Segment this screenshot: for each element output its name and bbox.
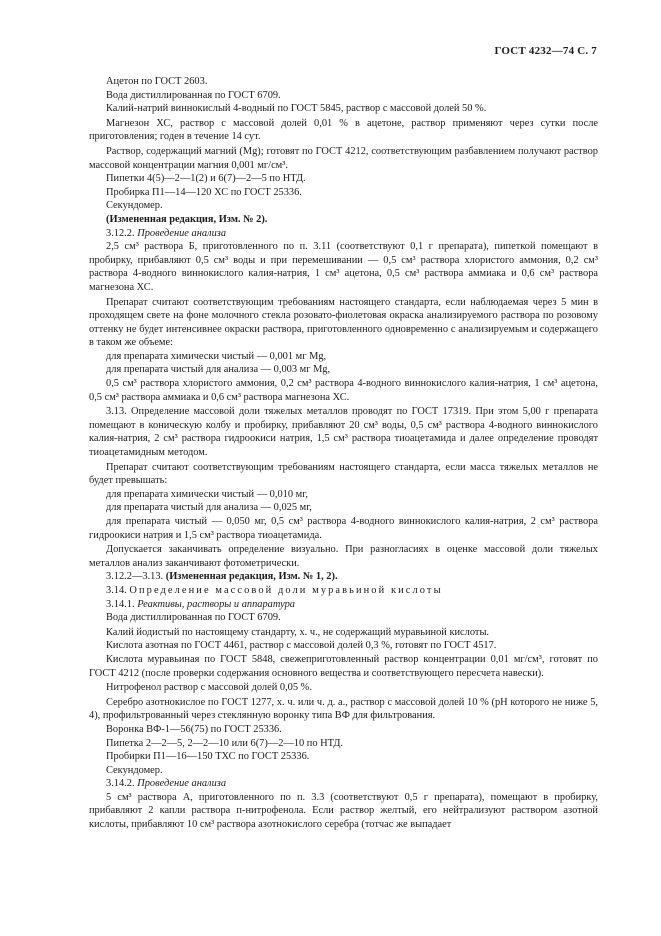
page-header: ГОСТ 4232—74 С. 7	[494, 45, 597, 57]
revision-note: (Измененная редакция, Изм. № 2).	[106, 213, 268, 225]
apparatus-line: Секундомер.	[106, 764, 163, 776]
section-number: 3.12.2.	[106, 227, 135, 239]
reagent-line: Ацетон по ГОСТ 2603.	[106, 76, 208, 87]
section-title: Определение массовой доли муравьиной кислоты	[129, 584, 443, 596]
section-number: 3.12.2—3.13.	[106, 571, 164, 583]
apparatus-line: Пробирки П1—16—150 ТХС по ГОСТ 25336.	[106, 751, 310, 763]
paragraph: 0,5 см³ раствора хлористого аммония, 0,2 см³ раствора 4-водного виннокислого калия-натрия, 1 см³ ацетона, 0,5 см³ раствора аммиака и 0,6 см³ раствора магнезона ХС.	[89, 378, 598, 403]
reagent-line: Калий йодистый по настоящему стандарту, х. ч., не содержащий муравьиной кислоты.	[106, 626, 490, 638]
list-item: для препарата чистый для анализа — 0,025 мг,	[106, 502, 312, 514]
revision-text: (Измененная редакция, Изм. № 1, 2).	[165, 571, 338, 583]
paragraph: 2,5 см³ раствора Б, приготовленного по п. 3.11 (соответствуют 0,1 г препарата), пипеткой помещают в пробирку, прибавляют 0,5 см³ воды и при перемешивании — 0,5 см³ раствора хлористого аммония, 0,2 см³ раствора 4-водного виннокислого калия-натрия, 1 см³ ацетона, 0,5 см³ раствора аммиака и 0,6 см³ раствора магнезона ХС.	[89, 241, 598, 293]
section-number: 3.14.2.	[106, 778, 135, 790]
list-item: для препарата чистый для анализа — 0,003 мг Mg,	[106, 364, 331, 376]
reagent-line: Вода дистиллированная по ГОСТ 6709.	[106, 89, 281, 101]
reagent-line: Вода дистиллированная по ГОСТ 6709.	[106, 612, 281, 624]
apparatus-line: Пробирка П1—14—120 ХС по ГОСТ 25336.	[106, 186, 302, 198]
section-number: 3.14.	[106, 584, 127, 596]
reagent-line: Магнезон ХС, раствор с массовой долей 0,01 % в ацетоне, раствор применяют через сутки после приготовления; годен в течение 14 сут.	[89, 117, 598, 143]
list-item: для препарата химически чистый — 0,001 мг Mg,	[106, 350, 327, 362]
section-number: 3.14.1.	[106, 598, 135, 610]
apparatus-line: Пипетка 2—2—5, 2—2—10 или 6(7)—2—10 по НТД.	[106, 737, 344, 749]
paragraph: Препарат считают соответствующим требованиям настоящего стандарта, если масса тяжелых металлов не будет превышать:	[89, 461, 598, 487]
paragraph: Препарат считают соответствующим требованиям настоящего стандарта, если наблюдаемая через 5 мин в проходящем свете на фоне молочного стекла розовато-фиолетовая окраска анализируемого раствора по розовому оттенку не будет интенсивнее окраски раствора, приготовленного одновременно с анализируемым и содержащего в таком же объеме:	[89, 296, 598, 349]
apparatus-line: Пипетки 4(5)—2—1(2) и 6(7)—2—5 по НТД.	[106, 173, 306, 185]
reagent-line: Кислота азотная по ГОСТ 4461, раствор с массовой долей 0,3 %, готовят по ГОСТ 4517.	[106, 640, 497, 652]
paragraph: для препарата чистый — 0,050 мг, 0,5 см³ раствора 4-водного виннокислого калия-натрия, 2 см³ раствора гидроокиси натрия и 1,5 см³ раствора тиоацетамида.	[89, 516, 598, 541]
section-title: Проведение анализа	[137, 778, 227, 790]
reagent-line: Кислота муравьиная по ГОСТ 5848, свежеприготовленный раствор концентрации 0,01 мг/см³, готовят по ГОСТ 4212 (после проверки содержания основного вещества и соответствующего пересчета навески).	[89, 653, 598, 679]
section-heading	[89, 777, 598, 791]
reagent-line: Нитрофенол раствор с массовой долей 0,05 %.	[106, 682, 312, 694]
paragraph: 5 см³ раствора А, приготовленного по п. 3.3 (соответствуют 0,5 г препарата), помещают в пробирку, прибавляют 2 капли раствора п-нитрофенола. Если раствор желтый, его нейтрализуют раствором азотной кислоты, прибавляют 10 см³ раствора азотнокислого серебра (тотчас же выпадает	[89, 791, 598, 831]
paragraph: 3.13. Определение массовой доли тяжелых металлов проводят по ГОСТ 17319. При этом 5,00 г препарата помещают в коническую колбу и пробирку, прибавляют 20 см³ воды, 0,5 см³ раствора 4-водного виннокислого калия-натрия, 2 см³ раствора гидроокиси натрия, 1,5 см³ раствора тиоацетамида и далее определение проводят тиоацетамидным методом.	[89, 406, 598, 459]
document-body	[89, 75, 598, 832]
section-heading	[89, 227, 598, 241]
revision-note	[89, 570, 598, 584]
list-item: для препарата химически чистый — 0,010 мг,	[106, 488, 308, 500]
reagent-line: Раствор, содержащий магний (Mg); готовят по ГОСТ 4212, соответствующим разбавлением получают раствор массовой концентрации магния 0,001 мг/см³.	[89, 145, 598, 171]
apparatus-line: Секундомер.	[106, 200, 163, 212]
section-title: Проведение анализа	[137, 227, 227, 239]
section-title: Реактивы, растворы и аппаратура	[137, 598, 295, 610]
paragraph: Допускается заканчивать определение визуально. При разногласиях в оценке массовой доли тяжелых металлов анализ заканчивают фотометрически.	[89, 544, 598, 569]
section-heading	[89, 584, 598, 598]
section-heading	[89, 598, 598, 612]
apparatus-line: Воронка ВФ-1—56(75) по ГОСТ 25336.	[106, 723, 282, 735]
reagent-line: Калий-натрий виннокислый 4-водный по ГОСТ 5845, раствор с массовой долей 50 %.	[106, 103, 487, 115]
reagent-line: Серебро азотнокислое по ГОСТ 1277, х. ч. или ч. д. а., раствор с массовой долей 10 % (pH которого не ниже 5, 4), профильтрованный через стеклянную воронку типа ВФ для фильтрования.	[89, 696, 598, 722]
